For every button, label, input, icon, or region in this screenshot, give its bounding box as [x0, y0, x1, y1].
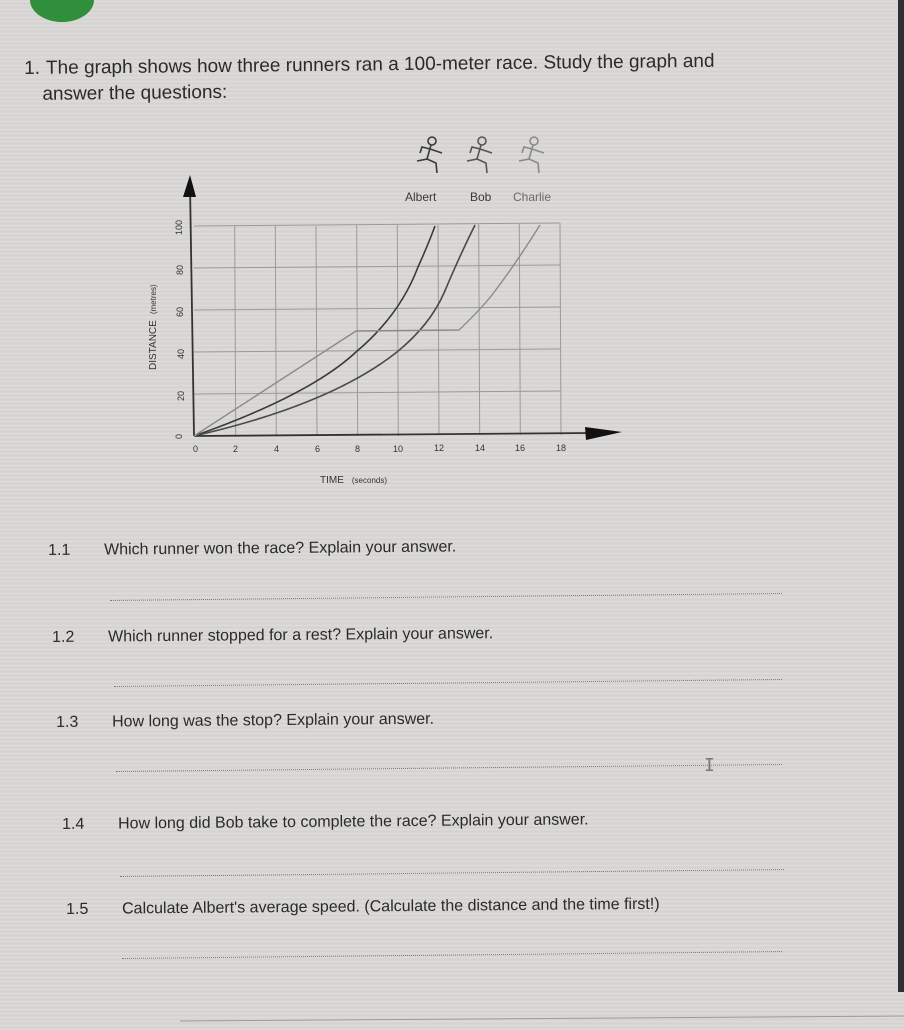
question-1-3	[56, 711, 434, 732]
screen-bezel	[898, 0, 904, 992]
series-charlie	[194, 225, 540, 436]
question-number: 1.3	[56, 713, 79, 731]
question-1-5	[66, 896, 660, 919]
answer-field-1-2[interactable]	[114, 679, 782, 687]
y-tick: 0	[174, 433, 184, 439]
answer-field-1-5[interactable]	[122, 951, 782, 959]
x-tick: 6	[315, 444, 321, 454]
question-number: 1.2	[52, 628, 75, 646]
y-axis	[190, 185, 194, 436]
legend-charlie: Charlie	[513, 190, 552, 204]
question-text: Calculate Albert's average speed. (Calculate the distance and the time first!)	[121, 895, 660, 918]
distance-time-chart	[130, 125, 630, 495]
x-axis	[194, 433, 592, 436]
question-text: Which runner won the race? Explain your answer.	[103, 538, 457, 559]
question-number: 1.5	[66, 900, 89, 918]
question-number: 1.1	[48, 541, 71, 559]
x-axis-label: TIME (seconds)	[320, 475, 388, 486]
question-text: How long did Bob take to complete the race? Explain your answer.	[117, 811, 589, 833]
y-tick: 20	[176, 390, 186, 401]
x-tick: 8	[355, 444, 361, 454]
y-tick: 60	[175, 306, 185, 317]
x-tick: 0	[193, 444, 199, 454]
screen-bottom-edge	[180, 1015, 904, 1021]
legend-albert: Albert	[405, 190, 437, 204]
legend-bob: Bob	[470, 190, 492, 204]
x-tick: 2	[233, 444, 239, 454]
question-number: 1.4	[62, 815, 85, 833]
question-1-1	[48, 538, 456, 560]
question-text: Which runner stopped for a rest? Explain your answer.	[107, 625, 494, 646]
x-tick: 12	[434, 443, 445, 453]
question-intro	[24, 49, 715, 108]
y-tick: 40	[176, 348, 186, 359]
running-figure-icon	[467, 137, 492, 173]
x-tick: 10	[393, 444, 404, 454]
y-tick: 80	[175, 264, 185, 275]
running-figure-icon	[417, 137, 442, 173]
question-text: How long was the stop? Explain your answer.	[111, 710, 435, 731]
answer-field-1-4[interactable]	[120, 869, 784, 877]
x-tick: 18	[556, 443, 567, 453]
question-1-4	[62, 811, 589, 834]
running-figure-icon	[519, 137, 544, 173]
x-tick: 14	[475, 443, 486, 453]
chart-grid	[194, 223, 561, 436]
y-axis-label: DISTANCE(metres)	[148, 284, 159, 370]
x-axis-arrow-icon	[585, 427, 622, 440]
question-1-2	[52, 625, 493, 647]
x-tick: 4	[274, 444, 280, 454]
text-cursor-icon: I	[704, 755, 715, 776]
y-tick: 100	[174, 219, 184, 235]
intro-text-line1: The graph shows how three runners ran a 100-meter race. Study the graph and	[45, 50, 715, 79]
answer-field-1-3[interactable]	[116, 764, 782, 772]
question-number: 1.	[24, 57, 41, 79]
green-red-logo-icon	[22, 0, 102, 26]
intro-text-line2: answer the questions:	[42, 81, 228, 105]
x-tick: 16	[515, 443, 526, 453]
y-axis-arrow-icon	[183, 175, 196, 197]
answer-field-1-1[interactable]	[110, 593, 782, 601]
